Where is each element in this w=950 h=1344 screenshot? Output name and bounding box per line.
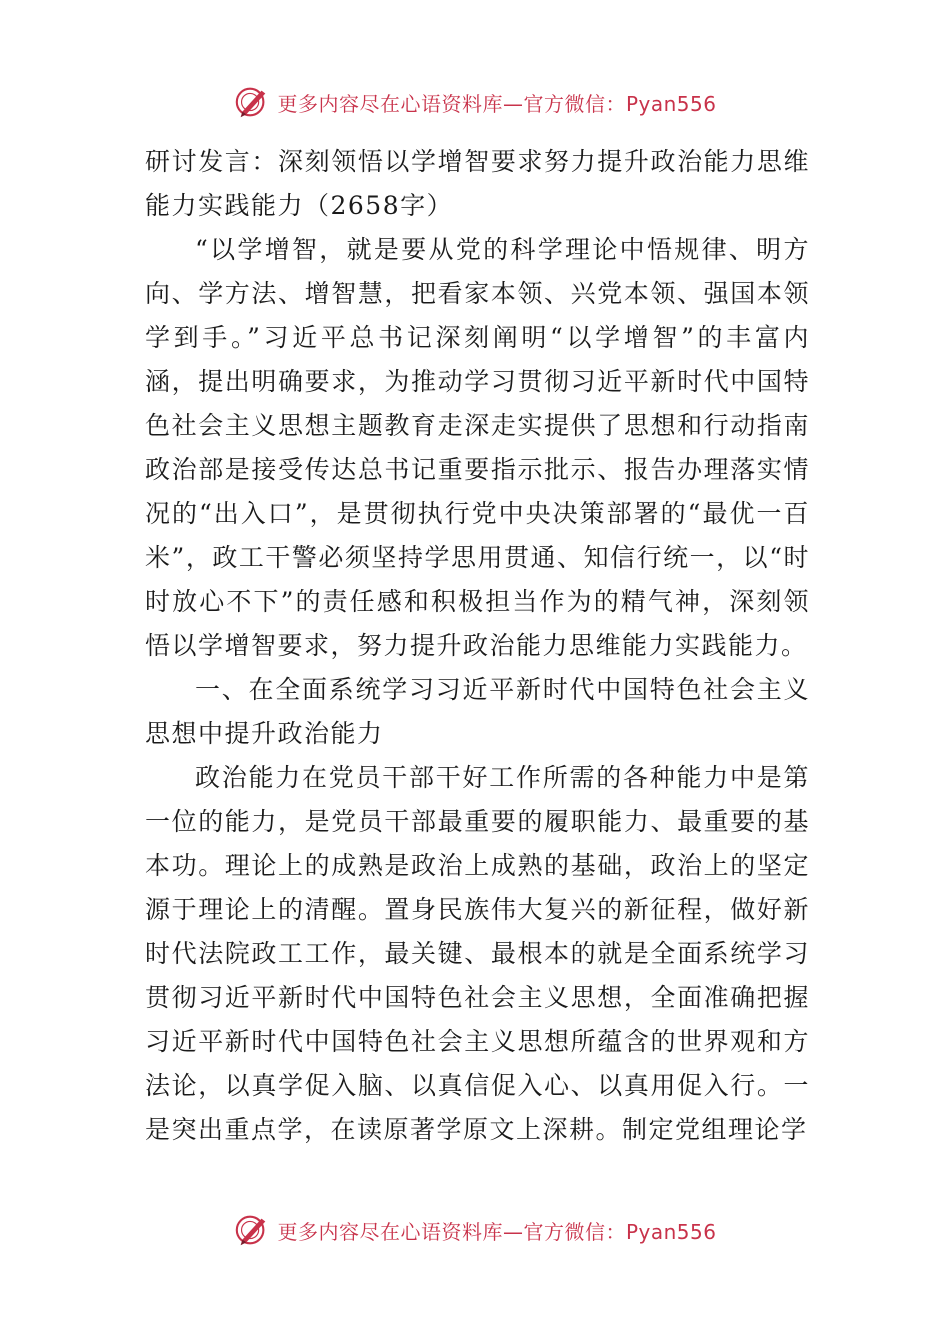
pen-stamp-logo-icon	[233, 1211, 271, 1249]
document-body	[145, 140, 810, 1152]
paragraph-intro: “以学增智，就是要从党的科学理论中悟规律、明方向、学方法、增智慧，把看家本领、兴党本领、强国本领学到手。”习近平总书记深刻阐明“以学增智”的丰富内涵，提出明确要求，为推动学习贯彻习近平新时代中国特色社会主义思想主题教育走深走实提供了思想和行动指南政治部是接受传达总书记重要指示批示、报告办理落实情况的“出入口”，是贯彻执行党中央决策部署的“最优一百米”，政工干警必须坚持学思用贯通、知信行统一，以“时时放心不下”的责任感和积极担当作为的精气神，深刻领悟以学增智要求，努力提升政治能力思维能力实践能力。	[145, 235, 810, 660]
watermark-text: 更多内容尽在心语资料库—官方微信：Pyan556	[277, 1219, 717, 1244]
pen-stamp-logo-icon	[233, 83, 271, 121]
watermark-text: 更多内容尽在心语资料库—官方微信：Pyan556	[277, 91, 717, 116]
footer-watermark-banner	[0, 1210, 950, 1250]
document-title: 研讨发言：深刻领悟以学增智要求努力提升政治能力思维能力实践能力（2658字）	[145, 147, 810, 220]
header-watermark-banner	[0, 82, 950, 122]
section-heading-1: 一、在全面系统学习习近平新时代中国特色社会主义思想中提升政治能力	[145, 675, 810, 748]
paragraph-political-ability: 政治能力在党员干部干好工作所需的各种能力中是第一位的能力，是党员干部最重要的履职能力、最重要的基本功。理论上的成熟是政治上成熟的基础，政治上的坚定源于理论上的清醒。置身民族伟大复兴的新征程，做好新时代法院政工工作，最关键、最根本的就是全面系统学习贯彻习近平新时代中国特色社会主义思想，全面准确把握习近平新时代中国特色社会主义思想所蕴含的世界观和方法论，以真学促入脑、以真信促入心、以真用促入行。一是突出重点学，在读原著学原文上深耕。制定党组理论学	[145, 763, 810, 1144]
